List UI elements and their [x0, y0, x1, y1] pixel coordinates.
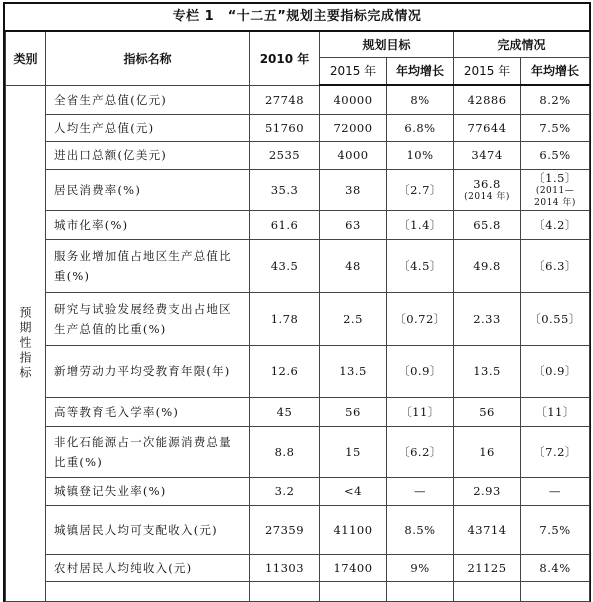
cell-actual-2015: 2.33	[454, 292, 521, 345]
indicator-table	[5, 30, 590, 602]
header-actual-growth: 年均增长	[521, 57, 590, 85]
cell-actual-2015	[454, 169, 521, 210]
row-name: 高等教育毛入学率(%)	[46, 397, 250, 426]
cell-2010: 8.8	[250, 426, 320, 477]
category-label: 预期性指标	[6, 85, 46, 601]
cell-cut	[387, 581, 454, 601]
cell-2010: 11303	[250, 554, 320, 581]
cell-2010: 43.5	[250, 239, 320, 292]
row-name: 城镇居民人均可支配收入(元)	[46, 505, 250, 554]
cell-2010: 1.78	[250, 292, 320, 345]
cell-plan-2015: 2.5	[320, 292, 387, 345]
cell-cut	[521, 581, 590, 601]
cell-plan-2015: 41100	[320, 505, 387, 554]
cell-actual-2015: 43714	[454, 505, 521, 554]
cell-plan-growth: 8.5%	[387, 505, 454, 554]
cell-plan-2015: 38	[320, 169, 387, 210]
row-name: 进出口总额(亿美元)	[46, 141, 250, 169]
cell-plan-growth: 6.8%	[387, 114, 454, 141]
cell-cut	[320, 581, 387, 601]
row-name: 非化石能源占一次能源消费总量比重(%)	[46, 426, 250, 477]
cell-plan-growth: 〔11〕	[387, 397, 454, 426]
cell-actual-growth: 〔4.2〕	[521, 210, 590, 239]
cell-2010: 27748	[250, 85, 320, 114]
cell-plan-growth: 8%	[387, 85, 454, 114]
cell-actual-2015: 21125	[454, 554, 521, 581]
header-plan-2015: 2015 年	[320, 57, 387, 85]
cell-plan-growth: 〔4.5〕	[387, 239, 454, 292]
cell-actual-growth: 7.5%	[521, 114, 590, 141]
cell-plan-2015: 4000	[320, 141, 387, 169]
cell-plan-2015: 13.5	[320, 345, 387, 397]
header-plan-target: 规划目标	[320, 31, 454, 57]
cell-2010: 3.2	[250, 477, 320, 505]
actual-growth-value: 〔1.5〕	[533, 170, 577, 185]
cell-plan-2015: 63	[320, 210, 387, 239]
cell-plan-2015: 40000	[320, 85, 387, 114]
header-category: 类别	[6, 31, 46, 85]
actual-2015-value: 36.8	[473, 176, 501, 191]
cell-2010: 35.3	[250, 169, 320, 210]
cell-plan-growth: 〔1.4〕	[387, 210, 454, 239]
cell-cut	[250, 581, 320, 601]
cell-plan-growth: 〔0.72〕	[387, 292, 454, 345]
actual-2015-note: (2014 年)	[464, 191, 510, 202]
cell-actual-2015: 2.93	[454, 477, 521, 505]
row-name: 城市化率(%)	[46, 210, 250, 239]
row-name: 人均生产总值(元)	[46, 114, 250, 141]
cell-plan-2015: <4	[320, 477, 387, 505]
cell-2010: 45	[250, 397, 320, 426]
cell-actual-growth: 〔6.3〕	[521, 239, 590, 292]
cell-plan-2015: 48	[320, 239, 387, 292]
cell-actual-2015: 42886	[454, 85, 521, 114]
cell-plan-growth: 〔6.2〕	[387, 426, 454, 477]
row-name: 服务业增加值占地区生产总值比重(%)	[46, 239, 250, 292]
cell-actual-2015: 49.8	[454, 239, 521, 292]
cell-cut	[454, 581, 521, 601]
cell-2010: 27359	[250, 505, 320, 554]
header-indicator-name: 指标名称	[46, 31, 250, 85]
cell-2010: 61.6	[250, 210, 320, 239]
cell-actual-growth: 8.4%	[521, 554, 590, 581]
cell-actual-2015: 77644	[454, 114, 521, 141]
row-name: 城镇登记失业率(%)	[46, 477, 250, 505]
cell-actual-growth: 〔0.55〕	[521, 292, 590, 345]
cell-plan-growth: 10%	[387, 141, 454, 169]
cell-plan-2015: 17400	[320, 554, 387, 581]
header-2010: 2010 年	[250, 31, 320, 85]
cell-actual-2015: 56	[454, 397, 521, 426]
table-title: 专栏 1 “十二五”规划主要指标完成情况	[172, 9, 422, 24]
cell-plan-growth: —	[387, 477, 454, 505]
cell-plan-growth: 〔0.9〕	[387, 345, 454, 397]
cell-2010: 51760	[250, 114, 320, 141]
cell-plan-2015: 72000	[320, 114, 387, 141]
cell-2010: 12.6	[250, 345, 320, 397]
cell-plan-2015: 15	[320, 426, 387, 477]
row-name: 新增劳动力平均受教育年限(年)	[46, 345, 250, 397]
cell-actual-growth: 〔11〕	[521, 397, 590, 426]
cell-2010: 2535	[250, 141, 320, 169]
row-name: 农村居民人均纯收入(元)	[46, 554, 250, 581]
cell-actual-2015: 16	[454, 426, 521, 477]
cell-plan-growth: 〔2.7〕	[387, 169, 454, 210]
header-actual-2015: 2015 年	[454, 57, 521, 85]
header-completion: 完成情况	[454, 31, 590, 57]
header-plan-growth: 年均增长	[387, 57, 454, 85]
cell-actual-growth: 〔0.9〕	[521, 345, 590, 397]
cell-actual-2015: 13.5	[454, 345, 521, 397]
cell-actual-growth: —	[521, 477, 590, 505]
actual-growth-note: (2011—2014 年)	[534, 185, 576, 208]
row-name: 居民消费率(%)	[46, 169, 250, 210]
cell-actual-growth: 6.5%	[521, 141, 590, 169]
cell-actual-growth: 〔7.2〕	[521, 426, 590, 477]
row-name: 全省生产总值(亿元)	[46, 85, 250, 114]
cell-actual-growth: 8.2%	[521, 85, 590, 114]
cell-plan-2015: 56	[320, 397, 387, 426]
row-name-cut	[46, 581, 250, 601]
cell-actual-growth	[521, 169, 590, 210]
cell-actual-growth: 7.5%	[521, 505, 590, 554]
row-name: 研究与试验发展经费支出占地区生产总值的比重(%)	[46, 292, 250, 345]
cell-actual-2015: 3474	[454, 141, 521, 169]
cell-actual-2015: 65.8	[454, 210, 521, 239]
cell-plan-growth: 9%	[387, 554, 454, 581]
